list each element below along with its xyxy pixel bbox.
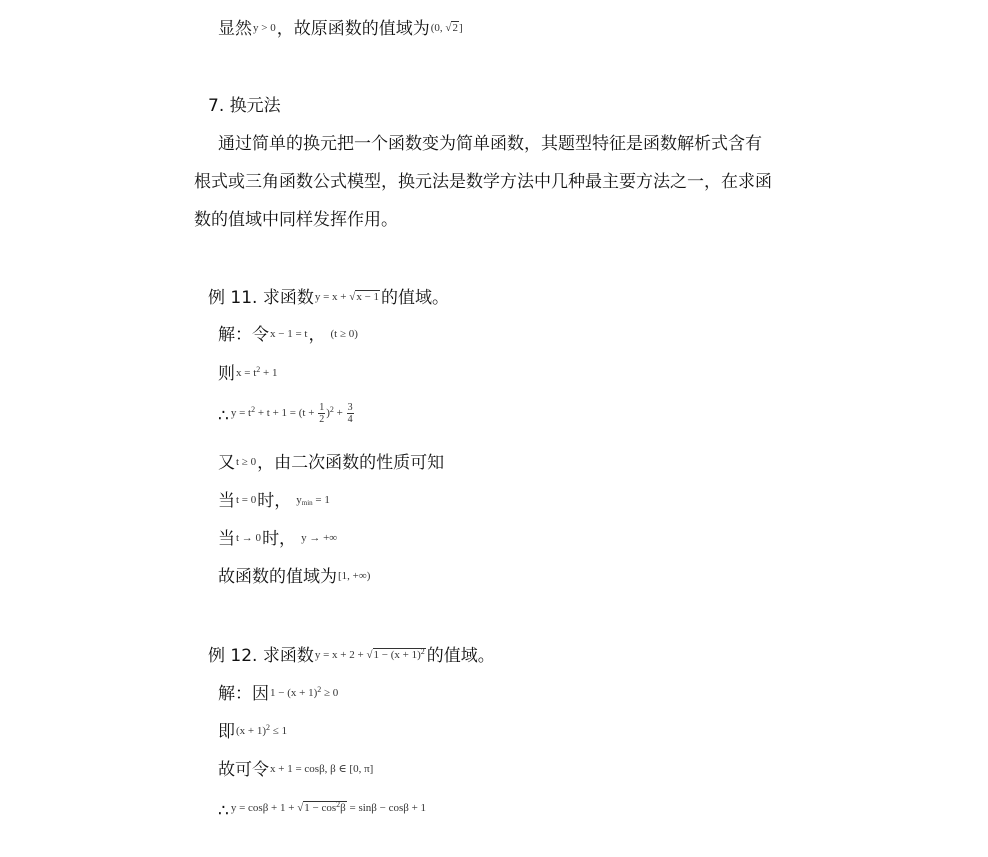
example-11-title (208, 286, 449, 309)
text: 的值域。 (381, 288, 450, 308)
solution-line (218, 362, 278, 385)
solution-line (218, 682, 339, 705)
paragraph-line: 数的值域中同样发挥作用。 (194, 210, 398, 230)
text: ，故原函数的值域为 (276, 19, 430, 39)
text: 例 11. 求函数 (208, 288, 314, 308)
text: 解：因 (218, 684, 269, 704)
text: 时， (257, 491, 292, 511)
formula: y → +∞ (301, 532, 338, 544)
solution-line (218, 720, 288, 743)
text: 即 (218, 722, 235, 742)
formula: (t ≥ 0) (330, 328, 358, 340)
formula: $y = \cos\beta + 1 + √1 - \cos^2\beta = \sin\beta - \cos\beta + 1$ (230, 800, 427, 814)
text: 又 (218, 453, 235, 473)
solution-line (218, 489, 331, 512)
solution-line (218, 758, 374, 781)
text: 当 (218, 529, 235, 549)
formula: (0, √2] (430, 22, 463, 34)
therefore-symbol: ∴ (218, 801, 229, 821)
formula: $1 - (x + 1)^2 \ge 0$ (270, 685, 339, 699)
paragraph-line: 通过简单的换元把一个函数变为简单函数，其题型特征是函数解析式含有 (218, 134, 762, 154)
solution-line (218, 527, 338, 550)
section-heading: 7. 换元法 (208, 96, 281, 116)
formula: t → 0 (236, 532, 262, 544)
formula: t = 0 (236, 494, 257, 506)
formula: y > 0 (253, 22, 276, 34)
formula: x − 1 = t (270, 328, 308, 340)
conclusion-line (218, 17, 464, 40)
formula: $y = t^2 + t + 1 = (t$ + $\frac{1}{2}$ )$^2$ + $\frac{3}{4}$ (230, 402, 353, 425)
text: 当 (218, 491, 235, 511)
formula: x + 1 = cosβ, β ∈ [0, π] (270, 763, 374, 775)
solution-line (218, 451, 444, 474)
text: 显然 (218, 19, 252, 39)
therefore-symbol: ∴ (218, 406, 229, 427)
text: 解：令 (218, 325, 269, 345)
text: 故可令 (218, 760, 269, 780)
formula: $y_{min} = 1$ (296, 494, 330, 507)
text: 则 (218, 364, 235, 384)
formula: $(x + 1)^2 \le 1$ (236, 723, 288, 737)
solution-line (218, 402, 356, 427)
text: ， (308, 325, 326, 345)
text: 故函数的值域为 (218, 567, 337, 587)
formula: t ≥ 0 (236, 456, 257, 468)
text: 例 12. 求函数 (208, 646, 314, 666)
solution-line (218, 323, 359, 346)
formula: $y = x + 2 + √1 - (x + 1)^2$ (314, 647, 425, 661)
text: 的值域。 (426, 646, 495, 666)
formula: y = x + √x − 1 (314, 291, 380, 303)
solution-line (218, 797, 427, 822)
paragraph-line: 根式或三角函数公式模型，换元法是数学方法中几种最主要方法之一，在求函 (194, 172, 772, 192)
text: 时， (262, 529, 297, 549)
formula: [1, +∞) (338, 570, 371, 582)
text: ，由二次函数的性质可知 (257, 453, 445, 473)
solution-line (218, 565, 371, 588)
formula: $x = t^2 + 1$ (236, 365, 278, 379)
example-12-title (208, 644, 495, 667)
